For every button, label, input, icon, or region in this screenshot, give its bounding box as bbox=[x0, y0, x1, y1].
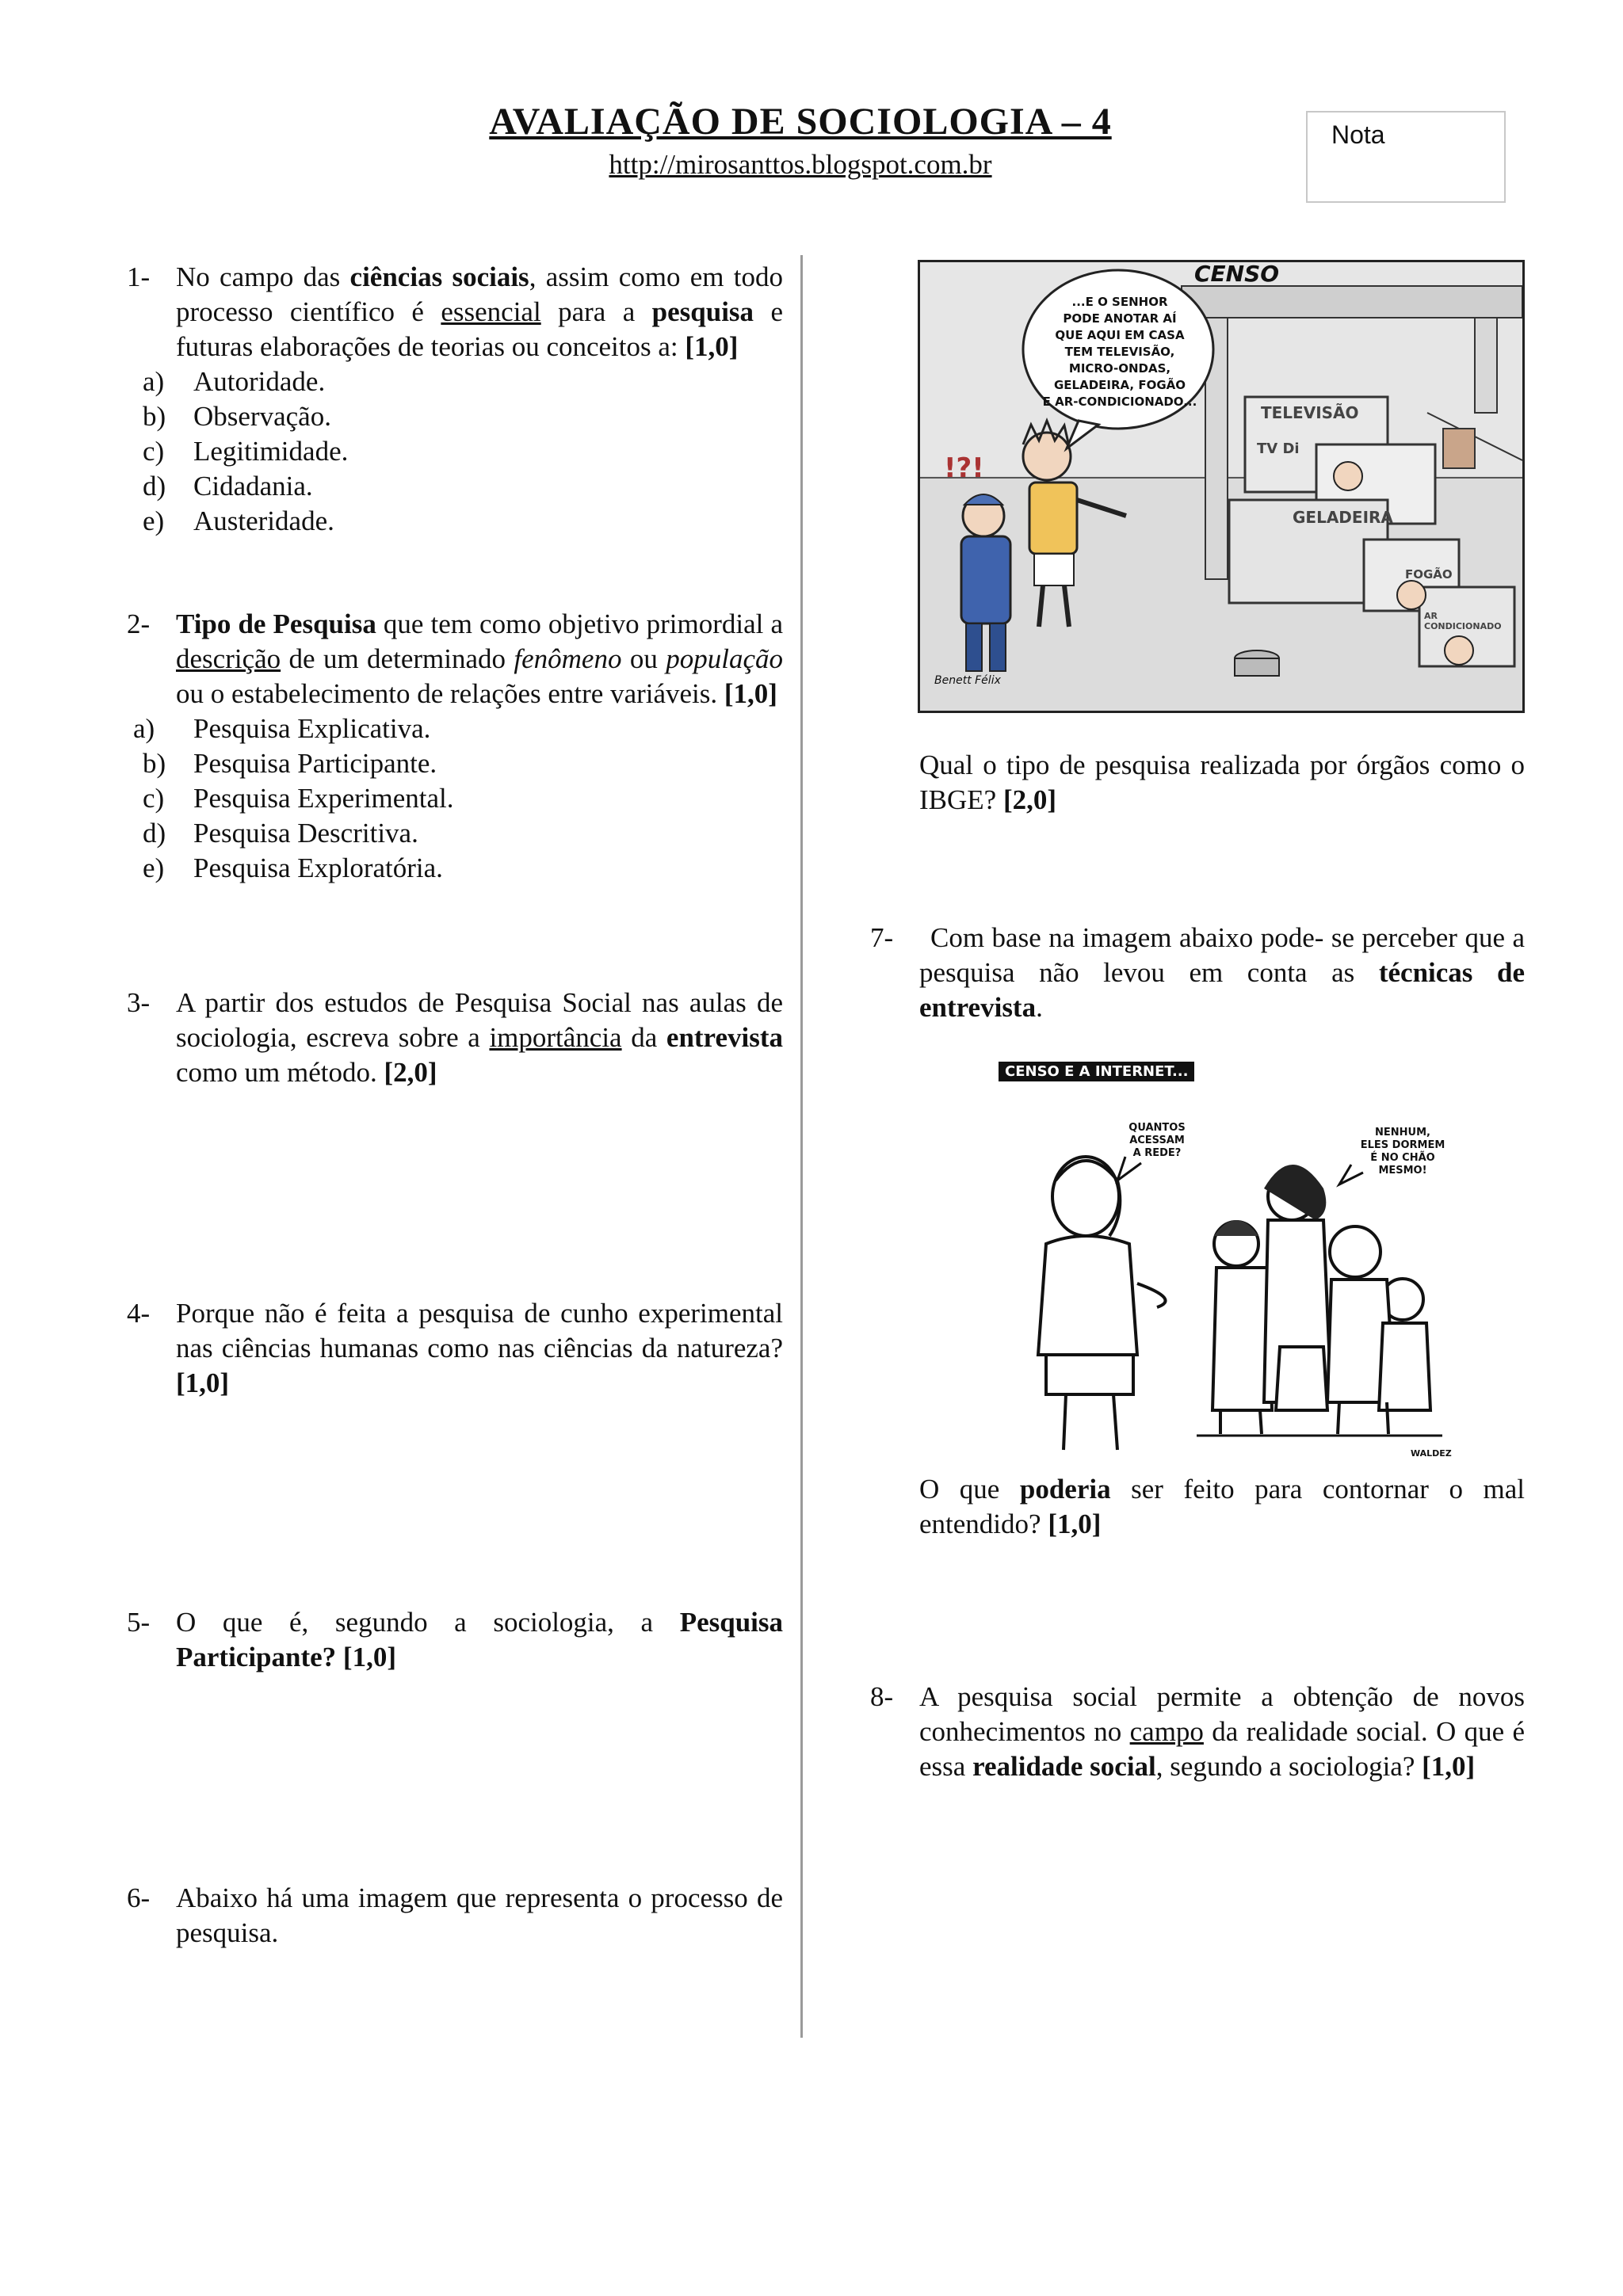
question-7 bbox=[870, 921, 1525, 1025]
question-text: O que é, segundo a sociologia, a Pesquisa Participante? [1,0] bbox=[176, 1607, 783, 1672]
census-internet-illustration bbox=[999, 1062, 1474, 1474]
question-number: 2- bbox=[127, 608, 151, 639]
census-cartoon bbox=[918, 260, 1525, 713]
question-number: 4- bbox=[127, 1298, 151, 1329]
question-text: No campo das ciências sociais, assim como em todo processo científico é essencial para a pesquisa e futuras elaborações de teorias ou conceitos a: [1,0] bbox=[176, 261, 783, 362]
cartoon-title: CENSO bbox=[1194, 261, 1280, 287]
cartoon-signature: Benett Félix bbox=[934, 674, 1001, 687]
box-label-ar: AR CONDICIONADO bbox=[1424, 611, 1502, 631]
question-5 bbox=[127, 1605, 783, 1675]
speech-bubble-question: QUANTOS ACESSAM A REDE? bbox=[1128, 1122, 1186, 1159]
option-a[interactable]: a) Pesquisa Explicativa. bbox=[133, 713, 431, 744]
option-d[interactable]: d) Pesquisa Descritiva. bbox=[143, 818, 418, 849]
column-divider bbox=[800, 255, 803, 2038]
question-4 bbox=[127, 1296, 783, 1401]
option-c[interactable]: c) Legitimidade. bbox=[143, 436, 349, 467]
exclamation-mark: !?! bbox=[944, 452, 984, 484]
speech-bubble: ...E O SENHOR PODE ANOTAR AÍ QUE AQUI EM CASA TEM TELEVISÃO, MICRO-ONDAS, GELADEIRA, FOGÃO E AR-CONDICIONADO... bbox=[1042, 295, 1197, 409]
option-c[interactable]: c) Pesquisa Experimental. bbox=[143, 783, 454, 814]
question-number: 1- bbox=[127, 261, 151, 292]
question-text: Tipo de Pesquisa que tem como objetivo primordial a descrição de um determinado fenômeno ou população ou o estabelecimento de relações entre variáveis. [1,0] bbox=[176, 608, 783, 709]
option-a[interactable]: a) Autoridade. bbox=[143, 366, 326, 397]
option-e[interactable]: e) Pesquisa Exploratória. bbox=[143, 852, 443, 883]
question-7-prompt bbox=[919, 1472, 1525, 1542]
box-label-geladeira: GELADEIRA bbox=[1293, 508, 1393, 527]
question-text: A pesquisa social permite a obtenção de novos conhecimentos no campo da realidade social. O que é essa realidade social, segundo a sociologia? [1,0] bbox=[919, 1681, 1525, 1782]
question-3 bbox=[127, 986, 783, 1090]
box-label-fogao: FOGÃO bbox=[1405, 567, 1453, 582]
question-text: Porque não é feita a pesquisa de cunho experimental nas ciências humanas como nas ciências da natureza? [1,0] bbox=[176, 1298, 783, 1398]
speech-bubble-answer: NENHUM, ELES DORMEM É NO CHÃO MESMO! bbox=[1360, 1127, 1445, 1177]
question-2 bbox=[127, 607, 783, 886]
question-text: O que poderia ser feito para contornar o mal entendido? [1,0] bbox=[919, 1474, 1525, 1539]
question-text: Com base na imagem abaixo pode- se perceber que a pesquisa não levou em conta as técnicas de entrevista. bbox=[919, 922, 1525, 1023]
question-number: 6- bbox=[127, 1882, 151, 1913]
question-text: A partir dos estudos de Pesquisa Social nas aulas de sociologia, escreva sobre a importância da entrevista como um método. [2,0] bbox=[176, 987, 783, 1088]
option-b[interactable]: b) Observação. bbox=[143, 401, 331, 432]
question-6-prompt bbox=[919, 748, 1525, 818]
question-text: Qual o tipo de pesquisa realizada por órgãos como o IBGE? [2,0] bbox=[919, 749, 1525, 815]
question-6 bbox=[127, 1881, 783, 1951]
grade-label: Nota bbox=[1331, 120, 1385, 149]
page-title: AVALIAÇÃO DE SOCIOLOGIA – 4 bbox=[489, 101, 1112, 143]
question-number: 8- bbox=[870, 1681, 894, 1712]
box-label-tv: TELEVISÃO bbox=[1261, 403, 1359, 422]
option-e[interactable]: e) Austeridade. bbox=[143, 505, 334, 536]
question-number: 5- bbox=[127, 1607, 151, 1638]
question-text: Abaixo há uma imagem que representa o processo de pesquisa. bbox=[176, 1882, 783, 1948]
question-number: 7- bbox=[870, 922, 894, 953]
option-b[interactable]: b) Pesquisa Participante. bbox=[143, 748, 437, 779]
blog-url[interactable]: http://mirosanttos.blogspot.com.br bbox=[609, 149, 992, 180]
grade-box bbox=[1306, 111, 1506, 203]
question-1 bbox=[127, 260, 783, 539]
census-cartoon-illustration bbox=[920, 262, 1522, 711]
box-label-tv-digital: TV Di bbox=[1257, 441, 1300, 457]
cartoon-title: CENSO E A INTERNET... bbox=[999, 1062, 1194, 1081]
question-number: 3- bbox=[127, 987, 151, 1018]
option-d[interactable]: d) Cidadania. bbox=[143, 471, 313, 502]
cartoon-signature: WALDEZ bbox=[1411, 1448, 1452, 1459]
census-internet-cartoon bbox=[999, 1062, 1474, 1474]
question-8 bbox=[870, 1680, 1525, 1784]
